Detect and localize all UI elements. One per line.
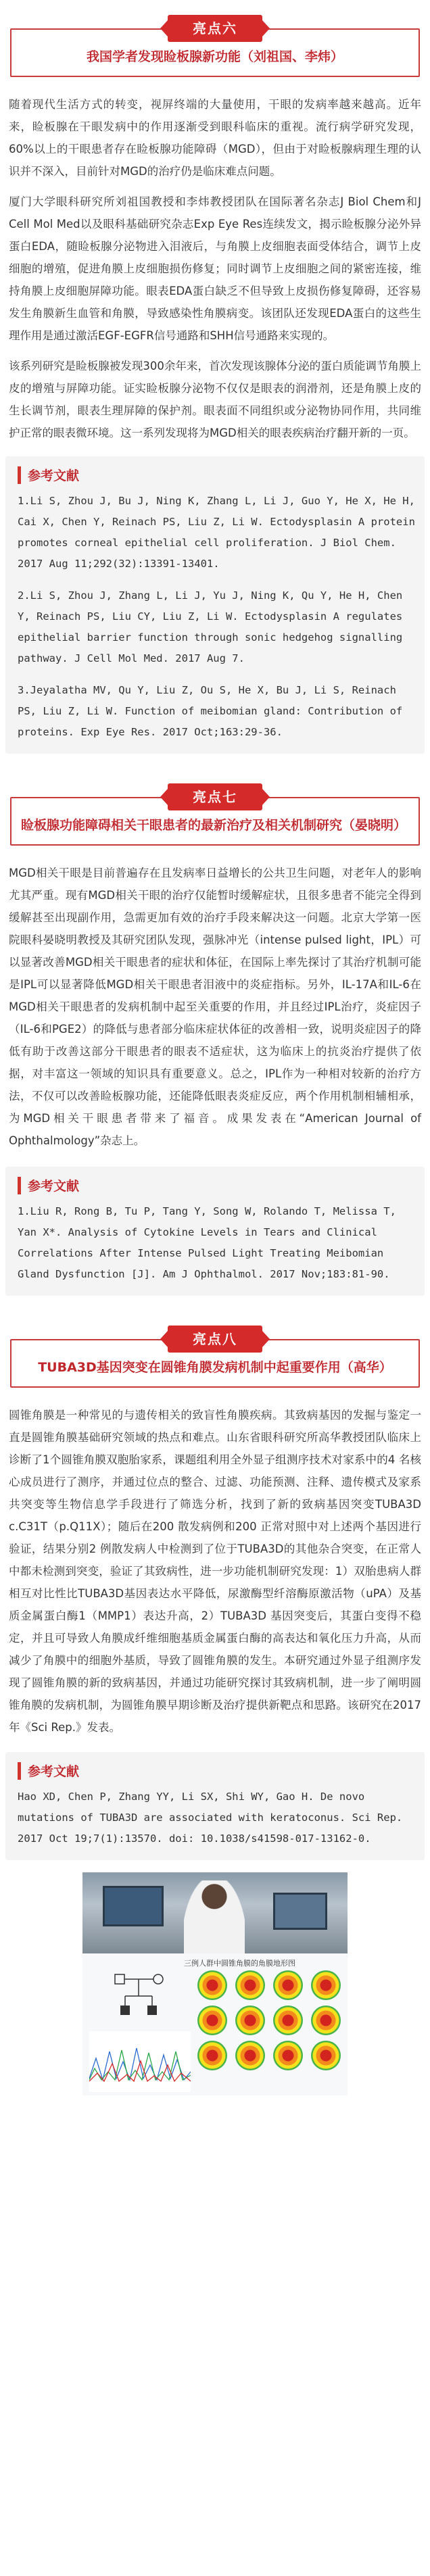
section-7-title: 睑板腺功能障碍相关干眼患者的最新治疗及相关机制研究（晏晓明） (21, 818, 407, 833)
topography-map (235, 1970, 265, 2000)
references-header (18, 466, 415, 484)
section-7-badge: 亮点七 (168, 783, 262, 810)
topography-map (311, 1970, 341, 2000)
references-marker (18, 466, 21, 484)
research-figure (82, 1872, 348, 2095)
reference-item: 1.Li S, Zhou J, Bu J, Ning K, Zhang L, Li J, Guo Y, He X, He H, Cai X, Chen Y, Reinach PS, Liu Z, Li W. Ectodysplasin A protein promotes corneal epithelial cell proliferation. J Biol Chem. 2017 Aug 11;292(32):13391-13401. (18, 495, 415, 570)
reference-item: 1.Liu R, Rong B, Tu P, Tang Y, Song W, Rolando T, Melissa T, Yan X*. Analysis of Cytokine Levels in Tears and Clinical Correlations After Intense Pulsed Light Treating Meibomian Gland Dysfunction [J]. Am J Ophthalmol. 2017 Nov;183:81-90. (18, 1205, 396, 1280)
topography-map (197, 1970, 227, 2000)
topography-maps (197, 1970, 342, 2092)
section-7-references (5, 1167, 425, 1296)
monitor-shape (103, 1886, 164, 1926)
section-6-paragraph: 厦门大学眼科研究所刘祖国教授和李炜教授团队在国际著名杂志J Biol Chem和J Cell Mol Med以及眼科基础研究杂志Exp Eye Res连续发文，揭示睑板腺分泌外异蛋白EDA，随睑板腺分泌物进入泪液后，与角膜上皮细胞表面受体结合，调节上皮细胞的增殖，促进角膜上皮细胞损伤修复；同时调节上皮细胞之间的紧密连接，维持角膜上皮细胞屏障功能。眼表EDA蛋白缺乏不但导致上皮损伤修复障碍，还容易发生角膜新生血管和角膜，导致感染性角膜病变。该团队还发现EDA蛋白的这些生理作用是通过激活EGF-EGFR信号通路和SHH信号通路来实现的。 (9, 195, 421, 342)
section-7-header (10, 783, 420, 846)
reference-item: Hao XD, Chen P, Zhang YY, Li SX, Shi WY, Gao H. De novo mutations of TUBA3D are associated with keratoconus. Sci Rep. 2017 Oct 19;7(1):13570. doi: 10.1038/s41598-017-13162-0. (18, 1791, 403, 1845)
references-marker (18, 1762, 21, 1780)
topography-map (235, 2041, 265, 2070)
references-header (18, 1176, 415, 1194)
section-8-badge: 亮点八 (168, 1326, 262, 1353)
reference-item: 2.Li S, Zhou J, Zhang L, Li J, Yu J, Ning K, Qu Y, He H, Chen Y, Reinach PS, Liu CY, Liu Z, Li W. Ectodysplasin A regulates epithelial barrier function through sonic hedgehog signalling pathway. J Cell Mol Med. 2017 Aug 7. (18, 589, 403, 664)
references-marker (18, 1177, 21, 1194)
section-6-paragraph: 随着现代生活方式的转变，视屏终端的大量使用，干眼的发病率越来越高。近年来，睑板腺在干眼发病中的作用逐渐受到眼科临床的重视。流行病学研究发现，60%以上的干眼患者存在睑板腺功能障碍（MGD），但由于对睑板腺病理生理的认识并不深入，目前针对MGD的治疗仍是临床难点问题。 (9, 98, 421, 178)
section-6-badge: 亮点六 (168, 15, 262, 42)
topography-map (273, 2041, 303, 2070)
section-8-title: TUBA3D基因突变在圆锥角膜发病机制中起重要作用（高华） (38, 1360, 392, 1375)
topography-map (273, 1970, 303, 2000)
section-8-paragraph: 圆锥角膜是一种常见的与遗传相关的致盲性角膜疾病。其致病基因的发掘与鉴定一直是圆锥角膜基础研究领域的热点和难点。山东省眼科研究所高华教授团队临床上诊断了1个圆锥角膜双胞胎家系，课题组利用全外显子组测序技术对家系中的4 名核心成员进行了测序，并通过位点的整合、过滤、功能预测、注释、遗传模式及家系共突变等生物信息学手段进行了筛选分析，找到了新的致病基因突变TUBA3D c.C31T（p.Q11X）；随后在200 散发病例和200 正常对照中对上述两个基因进行验证，结果分别2 例散发病人中检测到了位于TUBA3D的其他杂合突变，在正常人中都未检测到突变，验证了其致病性，进一步功能机制研究发现：1）双胎患病人群相互对比性比TUBA3D基因表达水平降低，尿激酶型纤溶酶原激活物（uPA）及基质金属蛋白酶1（MMP1）表达升高，2）TUBA3D 基因突变后，其蛋白变得不稳定，并且可导致人角膜成纤维细胞基质金属蛋白酶的高表达和氧化压力升高，从而减少了角膜中的细胞外基质，导致了圆锥角膜的发生。本研究通过外显子组测序发现了圆锥角膜的新的致病基因，并通过功能研究探讨其致病机制，进一步了阐明圆锥角膜的发病机制，为圆锥角膜早期诊断及治疗提供新靶点和思路。该研究在2017年《Sci Rep.》发表。 (9, 1409, 421, 1734)
topography-map (197, 2041, 227, 2070)
section-6-title: 我国学者发现睑板腺新功能（刘祖国、李炜） (86, 49, 343, 64)
references-title: 参考文献 (28, 468, 80, 483)
topography-map (311, 2006, 341, 2035)
lab-photo (82, 1872, 348, 1953)
section-6-header (10, 15, 420, 77)
topography-map (235, 2006, 265, 2035)
pedigree-diagram (88, 1970, 196, 2024)
section-8-header (10, 1326, 420, 1388)
references-title: 参考文献 (28, 1179, 80, 1194)
section-6-paragraph: 该系列研究是睑板腺被发现300余年来，首次发现该腺体分泌的蛋白质能调节角膜上皮的增殖与屏障功能。证实睑板腺分泌物不仅仅是眼表的润滑剂，还是角膜上皮的生长调节剂，眼表生理屏障的保护剂。眼表面不同组织或分泌物协同作用，共同维护正常的眼表微环境。这一系列发现将为MGD相关的眼表疾病治疗翻开新的一页。 (9, 360, 421, 439)
monitor-shape (273, 1893, 327, 1930)
sequencing-trace (89, 2031, 191, 2092)
topography-map (197, 2006, 227, 2035)
researcher-shape (184, 1880, 245, 1953)
section-7-paragraph: MGD相关干眼是目前普遍存在且发病率日益增长的公共卫生问题，对老年人的影响尤其严重。现有MGD相关干眼的治疗仅能暂时缓解症状，且很多患者不能完全得到缓解甚至出现副作用，急需更加有效的治疗手段来解决这一问题。北京大学第一医院眼科晏晓明教授及其研究团队发现，强脉冲光（intense pulsed light，IPL）可以显著改善MGD相关干眼患者的症状和体征，在国际上率先探讨了其治疗机制可能是IPL可以显著降低MGD相关干眼患者泪液中的炎症指标。另外，IL-17A和IL-6在MGD相关干眼患者的发病机制中起至关重要的作用，并且经过IPL治疗，炎症因子（IL-6和PGE2）的降低与患者部分临床症状体征的改善相一致，说明炎症因子的降低有助于改善这部分干眼患者的眼表不适症状，这为临床上的抗炎治疗提供了依据，对丰富这一领域的知识具有重要意义。总之，IPL作为一种相对较新的治疗方法，不仅可以改善睑板腺功能，还能降低眼表炎症反应，两个作用机制相辅相承，为MGD相关干眼患者带来了福音。成果发表在“American Journal of Ophthalmology”杂志上。 (9, 867, 421, 1147)
references-title: 参考文献 (28, 1764, 80, 1779)
reference-item: 3.Jeyalatha MV, Qu Y, Liu Z, Ou S, He X, Bu J, Li S, Reinach PS, Liu Z, Li W. Function of meibomian gland: Contribution of proteins. Exp Eye Res. 2017 Oct;163:29-36. (18, 684, 403, 738)
section-6-references (5, 456, 425, 754)
topography-map (311, 2041, 341, 2070)
figure-caption: 三例人群中圆锥角膜的角膜地形图 (184, 1959, 295, 1968)
references-header (18, 1761, 415, 1780)
section-8-references (5, 1752, 425, 1860)
topography-map (273, 2006, 303, 2035)
